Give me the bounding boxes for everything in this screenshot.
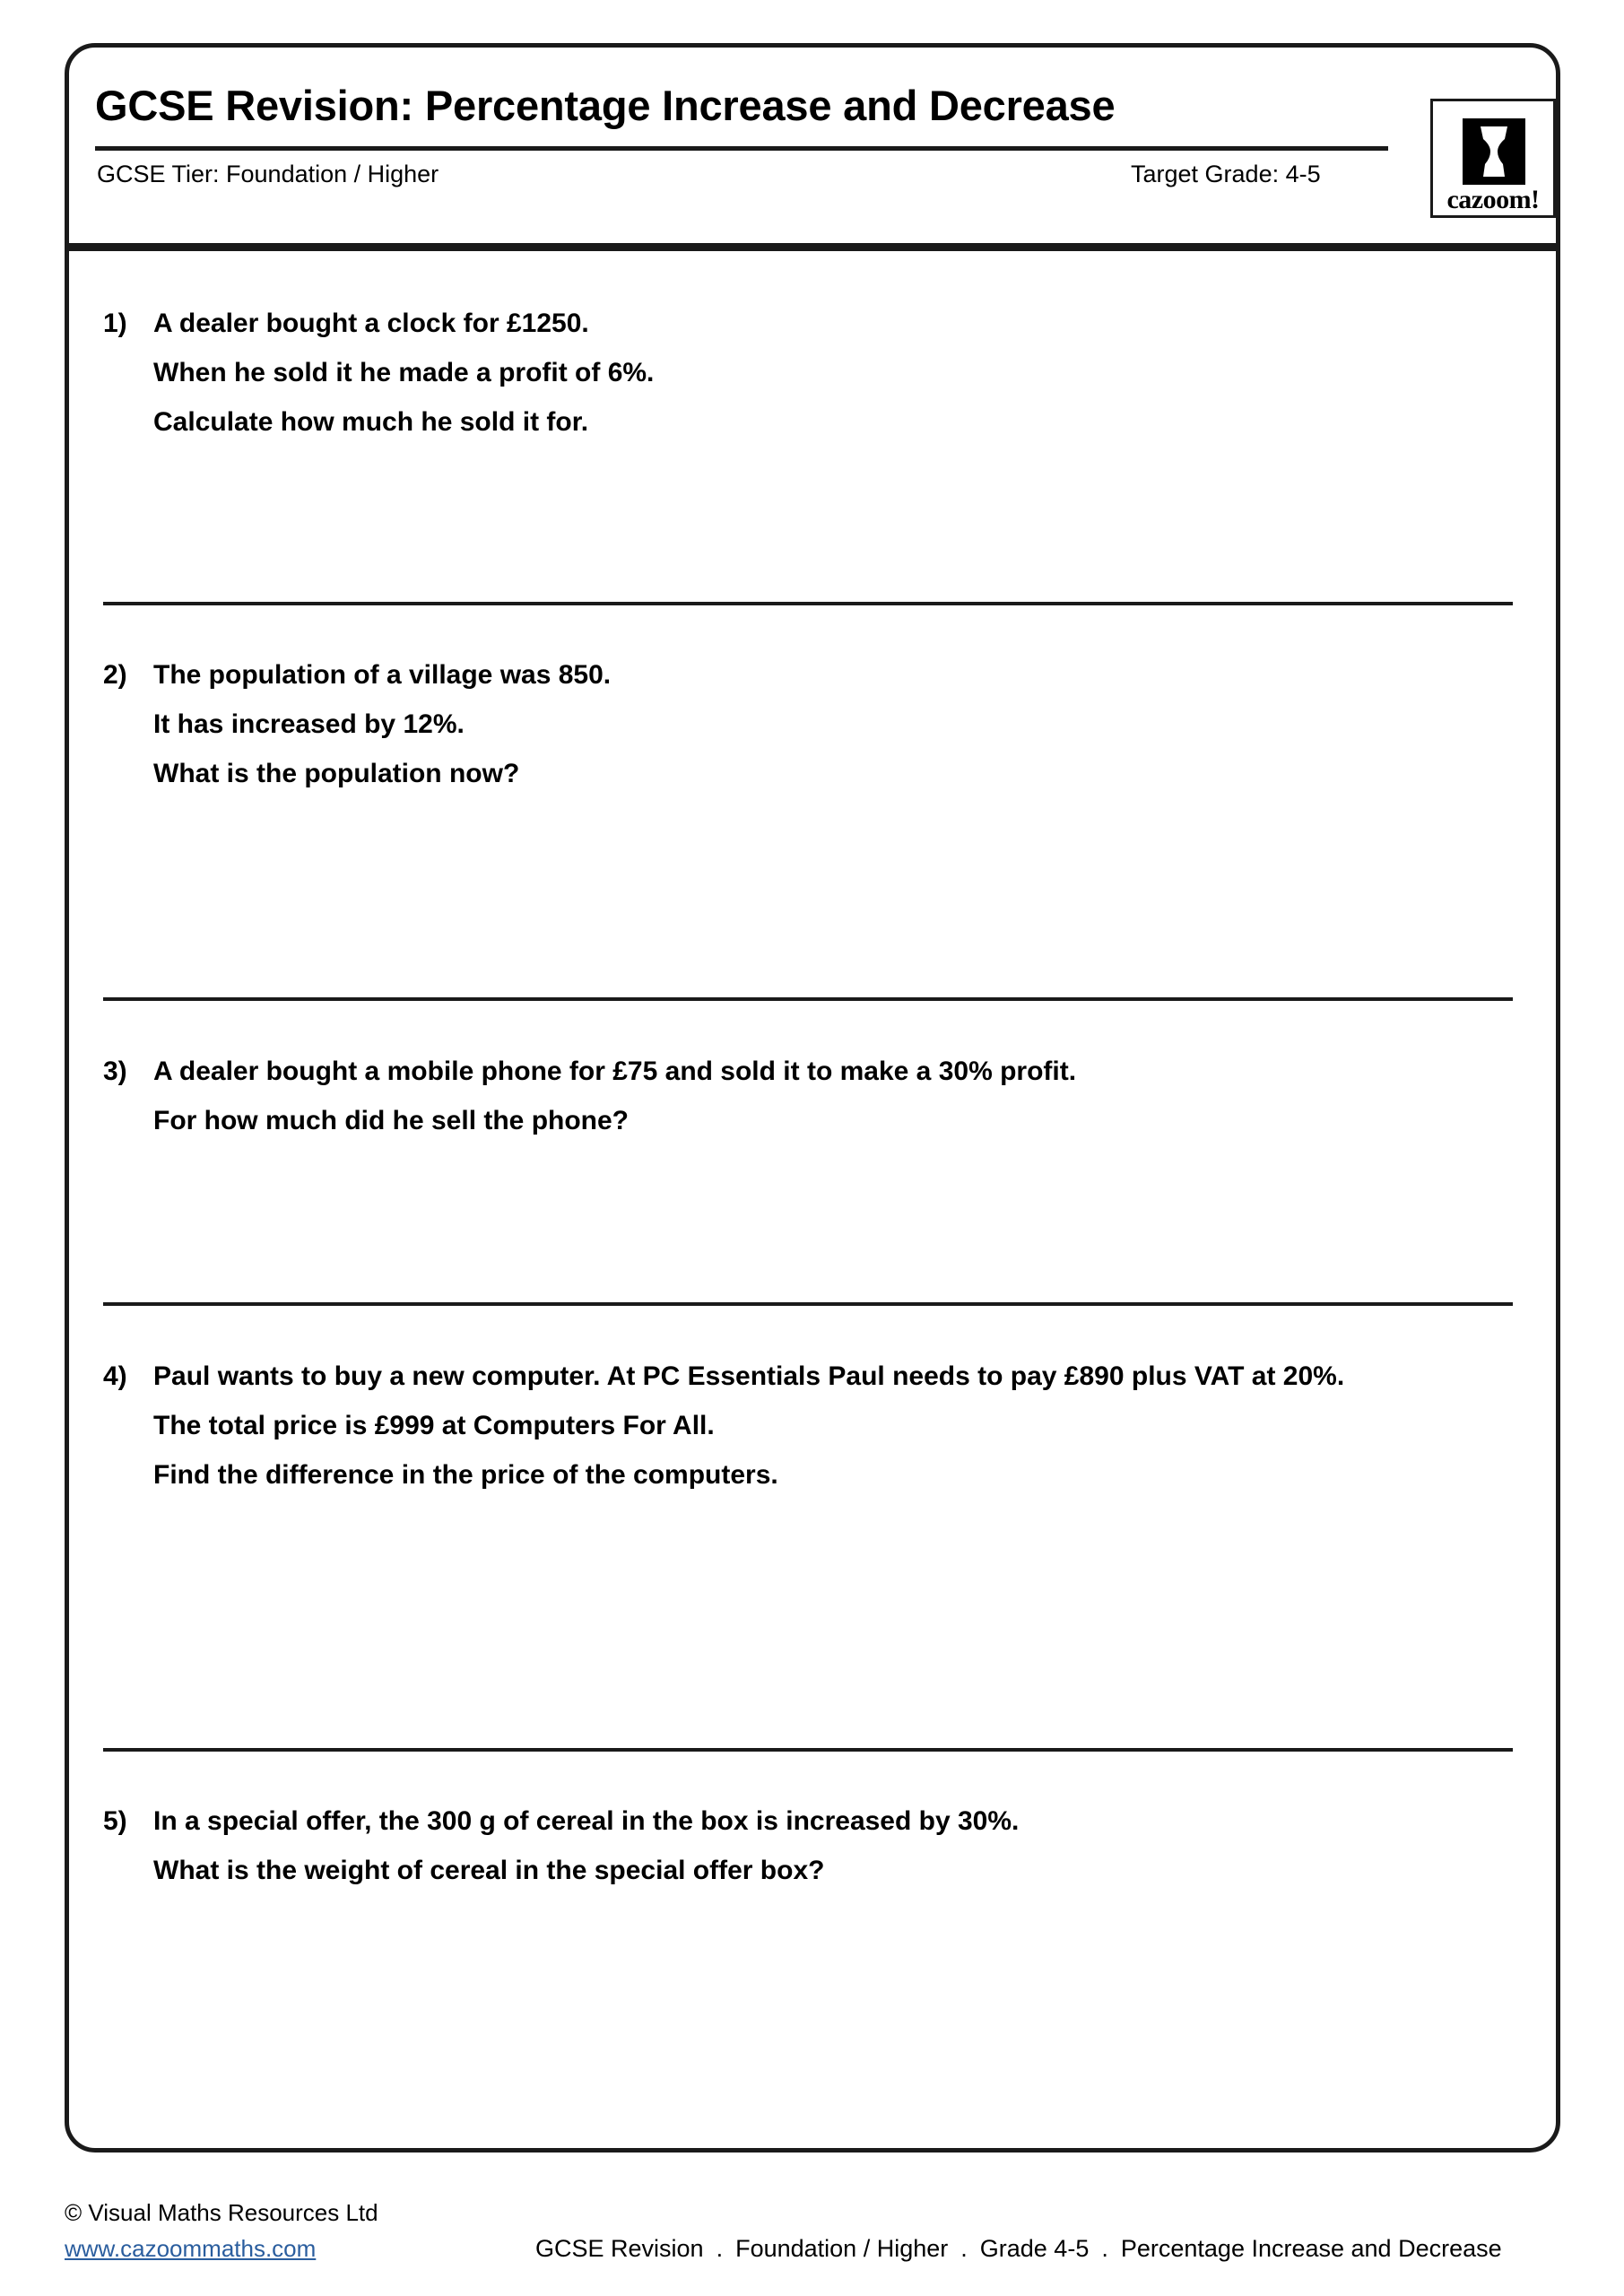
footer-meta-tier: Foundation / Higher xyxy=(735,2235,949,2262)
question-line: It has increased by 12%. xyxy=(153,709,465,739)
question-number: 2) xyxy=(103,660,127,690)
footer-meta-topic: Percentage Increase and Decrease xyxy=(1120,2235,1502,2262)
copyright-text: © Visual Maths Resources Ltd xyxy=(65,2199,378,2226)
question-line: A dealer bought a mobile phone for £75 and sold it to make a 30% profit. xyxy=(153,1057,1077,1086)
footer-meta-revision: GCSE Revision xyxy=(535,2235,704,2262)
question-line: When he sold it he made a profit of 6%. xyxy=(153,358,655,387)
footer-meta xyxy=(535,2235,1502,2263)
question-line: A dealer bought a clock for £1250. xyxy=(153,309,589,338)
question-line: The total price is £999 at Computers For All. xyxy=(153,1411,715,1440)
website-link[interactable]: www.cazoommaths.com xyxy=(65,2235,317,2262)
question-number: 5) xyxy=(103,1806,127,1836)
footer-meta-separator: . xyxy=(716,2235,724,2262)
question-separator xyxy=(103,997,1513,1001)
question-1 xyxy=(103,299,1531,447)
question-line: In a special offer, the 300 g of cereal in the box is increased by 30%. xyxy=(153,1806,1020,1836)
page-title: GCSE Revision: Percentage Increase and Decrease xyxy=(95,82,1116,129)
question-4 xyxy=(103,1352,1531,1500)
question-separator xyxy=(103,1302,1513,1306)
question-2 xyxy=(103,650,1531,798)
question-number: 1) xyxy=(103,309,127,338)
worksheet-header xyxy=(69,48,1556,243)
tier-label: GCSE Tier: Foundation / Higher xyxy=(97,161,439,187)
goblet-glyph xyxy=(1477,125,1511,178)
question-line: For how much did he sell the phone? xyxy=(153,1106,630,1135)
page-footer xyxy=(0,2188,1624,2296)
question-line: Paul wants to buy a new computer. At PC Essentials Paul needs to pay £890 plus VAT at 20%. xyxy=(153,1361,1345,1391)
cazoom-goblet-icon xyxy=(1463,118,1525,185)
question-separator xyxy=(103,602,1513,605)
target-grade-label: Target Grade: 4-5 xyxy=(1131,161,1321,187)
footer-meta-separator: . xyxy=(1101,2235,1108,2262)
questions-area xyxy=(69,251,1556,2148)
cazoom-wordmark: cazoom! xyxy=(1446,185,1540,214)
question-line: Find the difference in the price of the computers. xyxy=(153,1460,778,1490)
question-number: 4) xyxy=(103,1361,127,1391)
question-line: The population of a village was 850. xyxy=(153,660,612,690)
cazoom-logo xyxy=(1430,99,1556,218)
question-line: What is the population now? xyxy=(153,759,520,788)
question-5 xyxy=(103,1796,1531,1895)
question-text xyxy=(153,1352,1531,1500)
question-text xyxy=(153,1796,1531,1895)
question-text xyxy=(153,650,1531,798)
question-line: What is the weight of cereal in the special offer box? xyxy=(153,1856,825,1885)
header-divider xyxy=(68,243,1557,251)
footer-meta-grade: Grade 4-5 xyxy=(979,2235,1090,2262)
question-text xyxy=(153,299,1531,447)
footer-meta-separator: . xyxy=(960,2235,968,2262)
question-number: 3) xyxy=(103,1057,127,1086)
question-line: Calculate how much he sold it for. xyxy=(153,407,589,437)
question-text xyxy=(153,1047,1531,1145)
worksheet-card xyxy=(65,43,1560,2152)
question-3 xyxy=(103,1047,1531,1145)
question-separator xyxy=(103,1748,1513,1752)
title-rule xyxy=(95,146,1388,151)
header-inner xyxy=(95,48,1540,243)
